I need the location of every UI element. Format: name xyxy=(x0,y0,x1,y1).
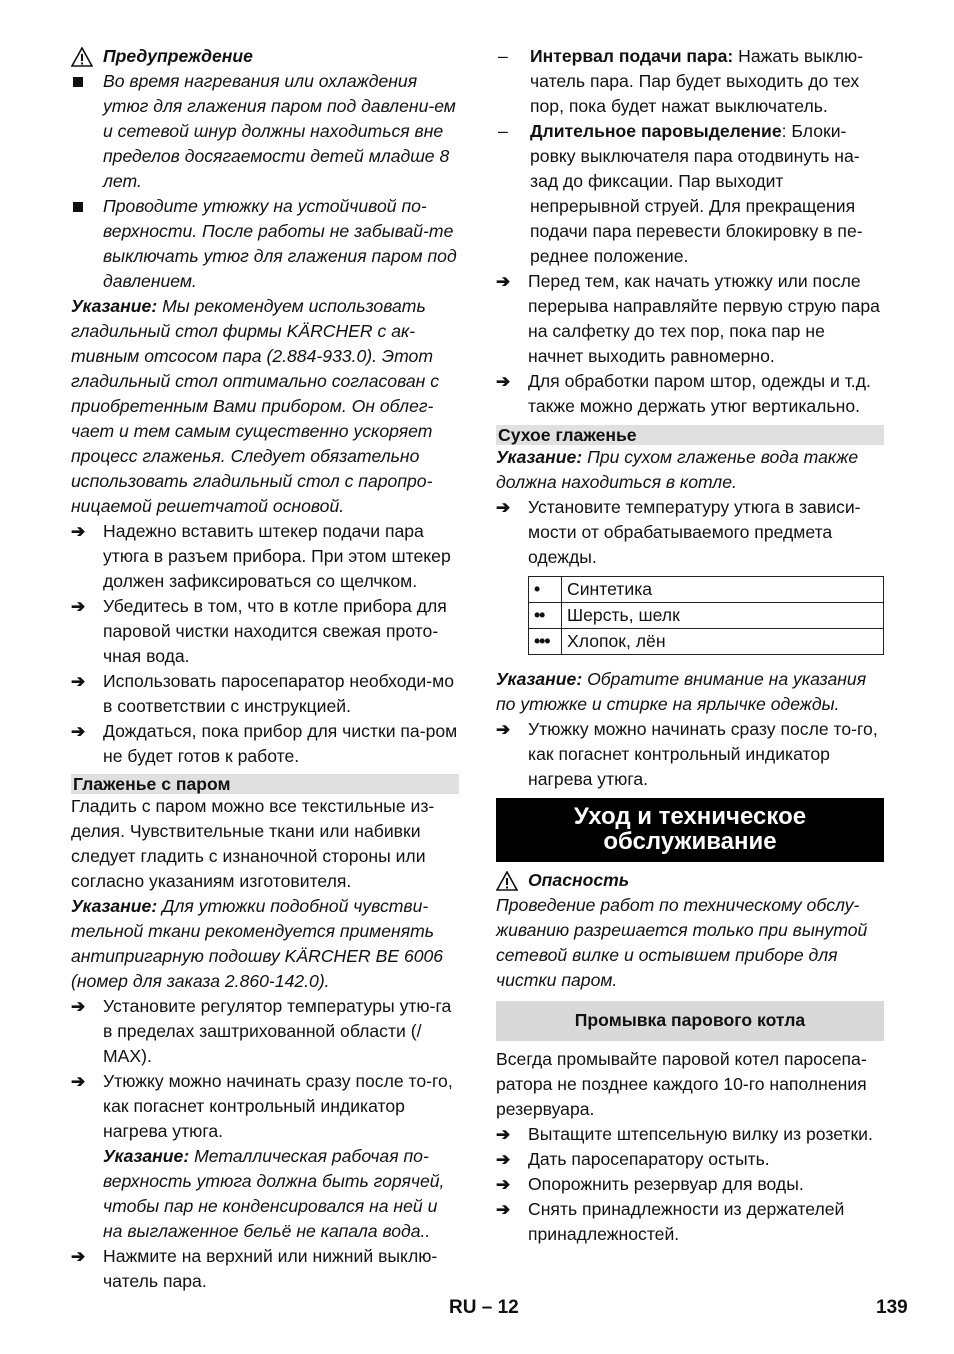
step-text: Установите температуру утюга в зависи-мости от обрабатываемого предмета одежды. xyxy=(528,497,861,567)
step-text: Для обработки паром штор, одежды и т.д. также можно держать утюг вертикально. xyxy=(528,371,871,416)
note-paragraph xyxy=(71,894,459,994)
arrow-right-icon: ➔ xyxy=(71,997,86,1016)
step-text: Утюжку можно начинать сразу после то-го, как погаснет контрольный индикатор нагрева утюга. xyxy=(103,1071,453,1141)
temperature-dots: •• xyxy=(529,603,562,629)
dash-marker: – xyxy=(498,46,508,66)
fabric-label: Синтетика xyxy=(562,577,884,603)
note-label: Указание: xyxy=(103,1146,190,1166)
step-text: Использовать паросепаратор необходи-мо в соответствии с инструкцией. xyxy=(103,671,454,716)
step-text: Надежно вставить штекер подачи пара утюга в разъем прибора. При этом штекер должен зафиксироваться со щелчком. xyxy=(103,521,451,591)
note-label: Указание: xyxy=(496,669,583,689)
note-text: Металлическая рабочая по-верхность утюга должна быть горячей, чтобы пар не конденсировался на ней и на выглаженное бельё не капала вода.. xyxy=(103,1146,445,1241)
note-text: Обратите внимание на указания по утюжке и стирке на ярлычке одежды. xyxy=(496,669,867,714)
list-item xyxy=(71,994,459,1069)
list-item xyxy=(71,669,459,719)
step-text: Убедитесь в том, что в котле прибора для паровой чистки находится свежая прото-чная вода. xyxy=(103,596,447,666)
step-text: Нажмите на верхний или нижний выклю-чатель пара. xyxy=(103,1246,438,1291)
steam-paragraph: Гладить с паром можно все текстильные из-делия. Чувствительные ткани или набивки следует гладить с изнаночной стороны или согласно указаниям изготовителя. xyxy=(71,796,435,891)
temperature-dots: • xyxy=(529,577,562,603)
note-paragraph xyxy=(496,445,884,495)
danger-heading xyxy=(496,868,884,893)
left-column xyxy=(71,44,459,1294)
warning-text: Во время нагревания или охлаждения утюг для глажения паром под давлени-ем и сетевой шнур должны находиться вне пределов досягаемости детей младше 8 лет. xyxy=(103,71,456,191)
danger-text: Проведение работ по техническому обслу-живанию разрешается только при вынутой сетевой вилке и остывшем приборе для чистки паром. xyxy=(496,895,868,990)
section-heading-maintenance: Уход и техническое обслуживание xyxy=(496,798,884,862)
step-text: Установите регулятор температуры утю-га в пределах заштрихованной области (/ MAX). xyxy=(103,996,452,1066)
page-number: 139 xyxy=(876,1297,908,1318)
temperature-table xyxy=(528,576,884,655)
list-item xyxy=(496,269,884,369)
dash-text: Интервал подачи пара: Нажать выклю-чатель пара. Пар будет выходить до тех пор, пока будет нажат выключатель. xyxy=(530,46,864,116)
list-item xyxy=(496,44,884,119)
table-row xyxy=(529,603,884,629)
list-item xyxy=(496,1147,884,1172)
footer-section-label: RU – 12 xyxy=(449,1297,519,1318)
arrow-right-icon: ➔ xyxy=(71,597,86,616)
note-paragraph xyxy=(103,1144,459,1244)
warning-text: Проводите утюжку на устойчивой по-верхности. После работы не забывай-те выключать утюг для глажения паром под давлением. xyxy=(103,196,457,291)
step-text: Дать паросепаратору остыть. xyxy=(528,1149,770,1169)
arrow-right-icon: ➔ xyxy=(71,722,86,741)
arrow-right-icon: ➔ xyxy=(496,372,511,391)
list-item xyxy=(71,194,459,294)
warning-heading xyxy=(71,44,459,69)
step-text: Снять принадлежности из держателей принадлежностей. xyxy=(528,1199,845,1244)
arrow-right-icon: ➔ xyxy=(496,272,511,291)
list-item xyxy=(71,69,459,194)
warning-title: Предупреждение xyxy=(103,46,253,66)
subheading-steam-ironing: Глаженье с паром xyxy=(71,774,459,794)
square-bullet-icon xyxy=(73,77,83,87)
square-bullet-icon xyxy=(73,202,83,212)
list-item xyxy=(71,1244,459,1294)
step-text: Дождаться, пока прибор для чистки па-ром не будет готов к работе. xyxy=(103,721,458,766)
warning-triangle-icon xyxy=(71,47,93,67)
note-text: Мы рекомендуем использовать гладильный стол фирмы KÄRCHER с ак-тивным отсосом пара (2.884-933.0). Этот гладильный стол оптимально согласован с приобретенным Вами прибором. Он облег-чает и тем самым существенно ускоряет процесс глаженья. Следует обязательно использовать гладильный стол с паропро-ницаемой решетчатой основой. xyxy=(71,296,440,516)
note-text: При сухом глаженье вода также должна находиться в котле. xyxy=(496,447,859,492)
list-item xyxy=(496,717,884,792)
table-row xyxy=(529,577,884,603)
arrow-right-icon: ➔ xyxy=(496,1125,511,1144)
arrow-right-icon: ➔ xyxy=(496,720,511,739)
list-item xyxy=(71,519,459,594)
step-text: Утюжку можно начинать сразу после то-го, как погаснет контрольный индикатор нагрева утюга. xyxy=(528,719,878,789)
step-text: Вытащите штепсельную вилку из розетки. xyxy=(528,1124,873,1144)
note-paragraph xyxy=(71,294,459,519)
list-item xyxy=(496,1122,884,1147)
list-item xyxy=(71,719,459,769)
arrow-right-icon: ➔ xyxy=(71,672,86,691)
subheading-boiler-rinse: Промывка парового котла xyxy=(496,1001,884,1041)
dash-marker: – xyxy=(498,121,508,141)
rinse-paragraph: Всегда промывайте паровой котел паросепа-ратора не позднее каждого 10-го наполнения резервуара. xyxy=(496,1049,867,1119)
note-label: Указание: xyxy=(496,447,583,467)
list-item xyxy=(496,1197,884,1247)
arrow-right-icon: ➔ xyxy=(496,498,511,517)
subheading-dry-ironing: Сухое глаженье xyxy=(496,425,884,445)
note-paragraph xyxy=(496,667,884,717)
note-label: Указание: xyxy=(71,896,158,916)
arrow-right-icon: ➔ xyxy=(496,1175,511,1194)
step-text: Опорожнить резервуар для воды. xyxy=(528,1174,804,1194)
list-item xyxy=(496,369,884,419)
temperature-dots: ••• xyxy=(529,629,562,655)
note-text: Для утюжки подобной чувстви-тельной ткани рекомендуется применять антипригарную подошву KÄRCHER BE 6006 (номер для заказа 2.860-142.0). xyxy=(71,896,444,991)
arrow-right-icon: ➔ xyxy=(71,1247,86,1266)
warning-triangle-icon xyxy=(496,871,518,891)
arrow-right-icon: ➔ xyxy=(71,522,86,541)
table-row xyxy=(529,629,884,655)
arrow-right-icon: ➔ xyxy=(71,1072,86,1091)
step-text: Перед тем, как начать утюжку или после перерыва направляйте первую струю пара на салфетку до тех пор, пока пар не начнет выходить равномерно. xyxy=(528,271,880,366)
right-column xyxy=(496,44,884,1247)
danger-title: Опасность xyxy=(528,870,630,890)
list-item xyxy=(71,594,459,669)
list-item xyxy=(496,495,884,570)
dash-text: Длительное паровыделение: Блоки-ровку выключателя пара отодвинуть на-зад до фиксации. Пар выходит непрерывной струей. Для прекращения подачи пара перевести блокировку в пе-реднее положение. xyxy=(530,121,863,266)
fabric-label: Хлопок, лён xyxy=(562,629,884,655)
arrow-right-icon: ➔ xyxy=(496,1200,511,1219)
fabric-label: Шерсть, шелк xyxy=(562,603,884,629)
list-item xyxy=(496,119,884,269)
arrow-right-icon: ➔ xyxy=(496,1150,511,1169)
list-item xyxy=(71,1069,459,1244)
note-label: Указание: xyxy=(71,296,158,316)
list-item xyxy=(496,1172,884,1197)
